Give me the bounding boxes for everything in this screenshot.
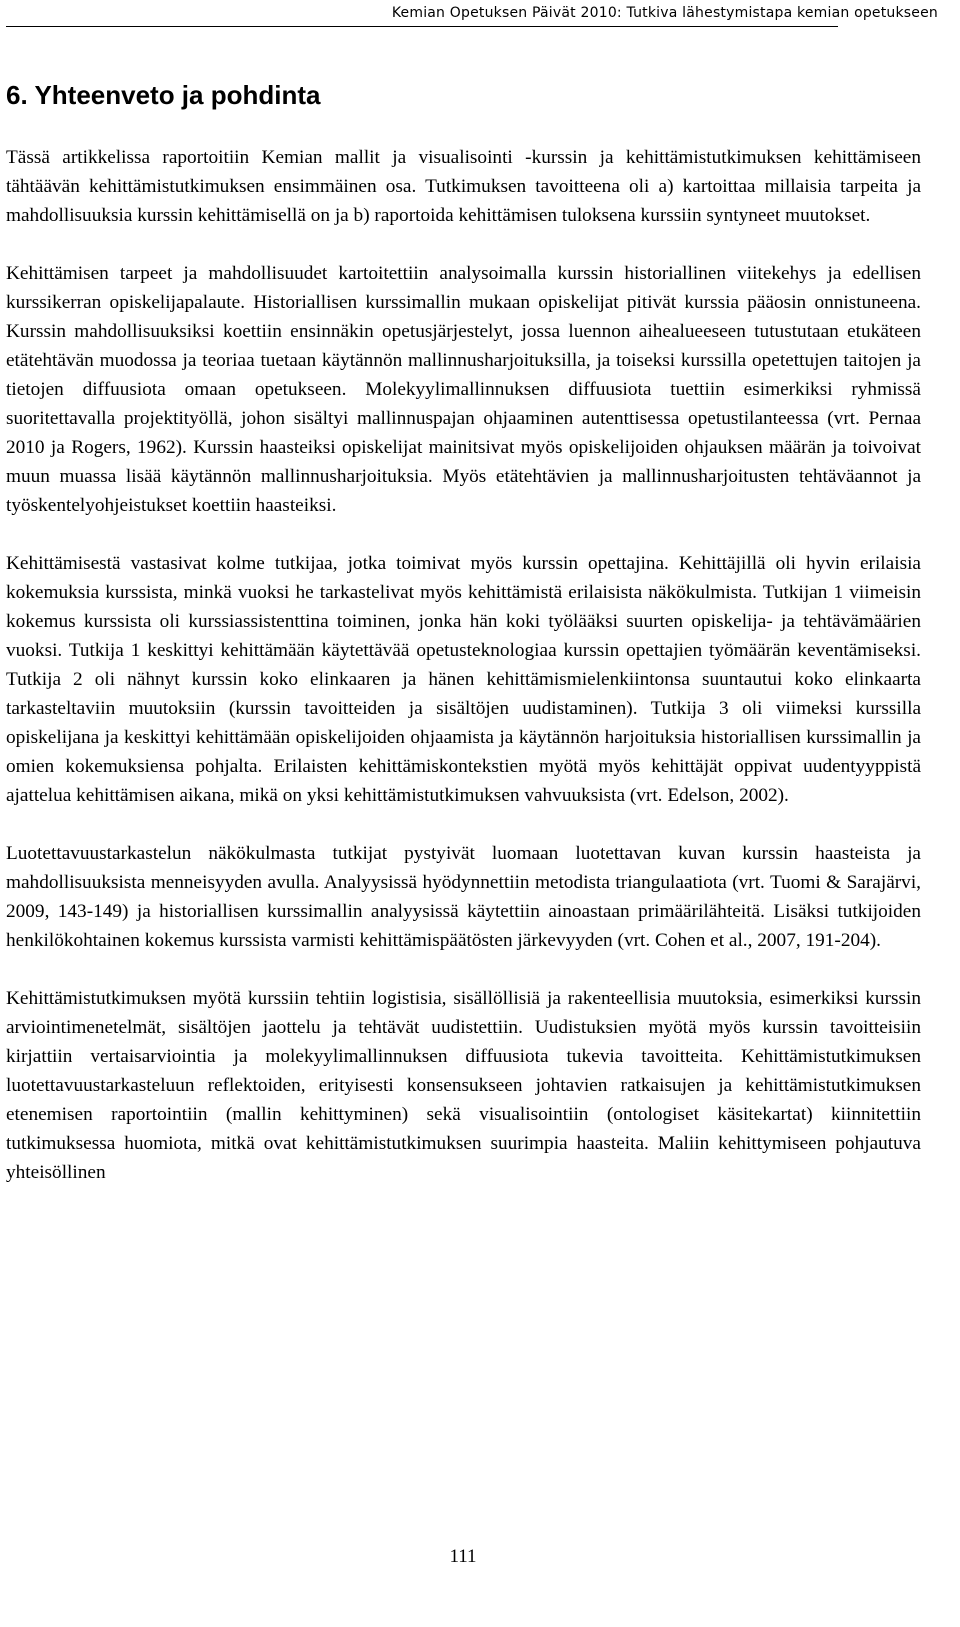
section-heading: 6. Yhteenveto ja pohdinta: [6, 80, 321, 110]
article-body: [6, 143, 921, 1187]
running-header: Kemian Opetuksen Päivät 2010: Tutkiva lähestymistapa kemian opetukseen: [391, 5, 938, 21]
paragraph-researchers: Kehittämisestä vastasivat kolme tutkijaa, jotka toimivat myös kurssin opettajina. Kehittäjillä oli hyvin erilaisia kokemuksia kurssista, minkä vuoksi he tarkastelivat myös kehittämistä erilaisista näkökulmista. Tutkijan 1 viimeisin kokemus kurssista oli kurssiassistenttina toiminen, jonka hän koki työlääksi suurten opiskelija- ja tehtävämäärien vuoksi. Tutkija 1 keskittyi kehittämään käytettävää opetusteknologiaa kurssin opettajien työmäärän keventämiseksi. Tutkija 2 oli nähnyt kurssin koko elinkaaren ja hänen kehittämismielenkiintonsa suuntautui koko elinkaarta tarkasteltaviin muutoksiin (kurssin tavoitteiden ja sisältöjen uudistaminen). Tutkija 3 oli viimeksi kurssilla opiskelijana ja keskittyi kehittämään opiskelijoiden ohjaamista ja käytännön harjoituksia historiallisen kurssimallin ja omien kokemuksiensa pohjalta. Erilaisten kehittämiskontekstien myötä myös kehittäjät oppivat uudentyyppistä ajattelua kehittämisen aikana, mikä on yksi kehittämistutkimuksen vahvuuksista (vrt. Edelson, 2002).: [6, 553, 921, 806]
paragraph-needs-analysis: Kehittämisen tarpeet ja mahdollisuudet kartoitettiin analysoimalla kurssin historiallinen viitekehys ja edellisen kurssikerran opiskelijapalaute. Historiallisen kurssimallin mukaan opiskelijat pitivät kurssia pääosin onnistuneena. Kurssin mahdollisuuksiksi koettiin ensinnäkin opetusjärjestelyt, jossa luennon aihealueeseen tutustutaan etukäteen etätehtävän muodossa ja teoriaa tuetaan käytännön mallinnusharjoituksilla, ja toiseksi kurssilla opetettujen taitojen ja tietojen diffuusiota omaan opetukseen. Molekyylimallinnuksen diffuusiota tuettiin esimerkiksi ryhmissä suoritettavalla projektityöllä, johon sisältyi mallinnuspajan ohjaaminen autenttisessa opetustilanteessa (vrt. Pernaa 2010 ja Rogers, 1962). Kurssin haasteiksi opiskelijat mainitsivat myös opiskelijoiden ohjauksen määrän ja toivoivat muun muassa lisää käytännön mallinnusharjoituksia. Myös etätehtävien ja mallinnusharjoitusten tehtäväannot ja työskentelyohjeistukset koettiin haasteiksi.: [6, 263, 921, 516]
paragraph-reliability: Luotettavuustarkastelun näkökulmasta tutkijat pystyivät luomaan luotettavan kuvan kurssin haasteista ja mahdollisuuksista menneisyyden avulla. Analyysissä hyödynnettiin metodista triangulaatiota (vrt. Tuomi & Sarajärvi, 2009, 143-149) ja historiallisen kurssimallin analyysissä käytettiin ainoastaan primäärilähteitä. Lisäksi tutkijoiden henkilökohtainen kokemus kurssista varmisti kehittämispäätösten järkevyyden (vrt. Cohen et al., 2007, 191-204).: [6, 843, 921, 951]
page-number: 111: [449, 1546, 477, 1567]
paragraph-summary: Tässä artikkelissa raportoitiin Kemian mallit ja visualisointi -kurssin ja kehittämistutkimuksen kehittämiseen tähtäävän kehittämistutkimuksen ensimmäinen osa. Tutkimuksen tavoitteena oli a) kartoittaa millaisia tarpeita ja mahdollisuuksia kurssin kehittämisellä on ja b) raportoida kehittämisen tuloksena kurssiin syntyneet muutokset.: [6, 147, 921, 226]
paragraph-changes: Kehittämistutkimuksen myötä kurssiin tehtiin logistisia, sisällöllisiä ja rakenteellisia muutoksia, esimerkiksi kurssin arviointimenetelmät, sisältöjen jaottelu ja tehtävät uudistettiin. Uudistuksien myötä myös kurssin tavoitteisiin kirjattiin vertaisarviointia ja molekyylimallinnuksen diffuusiota tukevia tavoitteita. Kehittämistutkimuksen luotettavuustarkasteluun reflektoiden, erityisesti konsensukseen johtavien ratkaisujen ja kehittämistutkimuksen etenemisen raportointiin (mallin kehittyminen) sekä visualisointiin (ontologiset käsitekartat) kiinnitettiin tutkimuksessa huomiota, mitkä ovat kehittämistutkimuksen suurimpia haasteita. Maliin kehittymiseen pohjautuva yhteisöllinen: [6, 988, 921, 1183]
header-divider: [6, 26, 838, 27]
